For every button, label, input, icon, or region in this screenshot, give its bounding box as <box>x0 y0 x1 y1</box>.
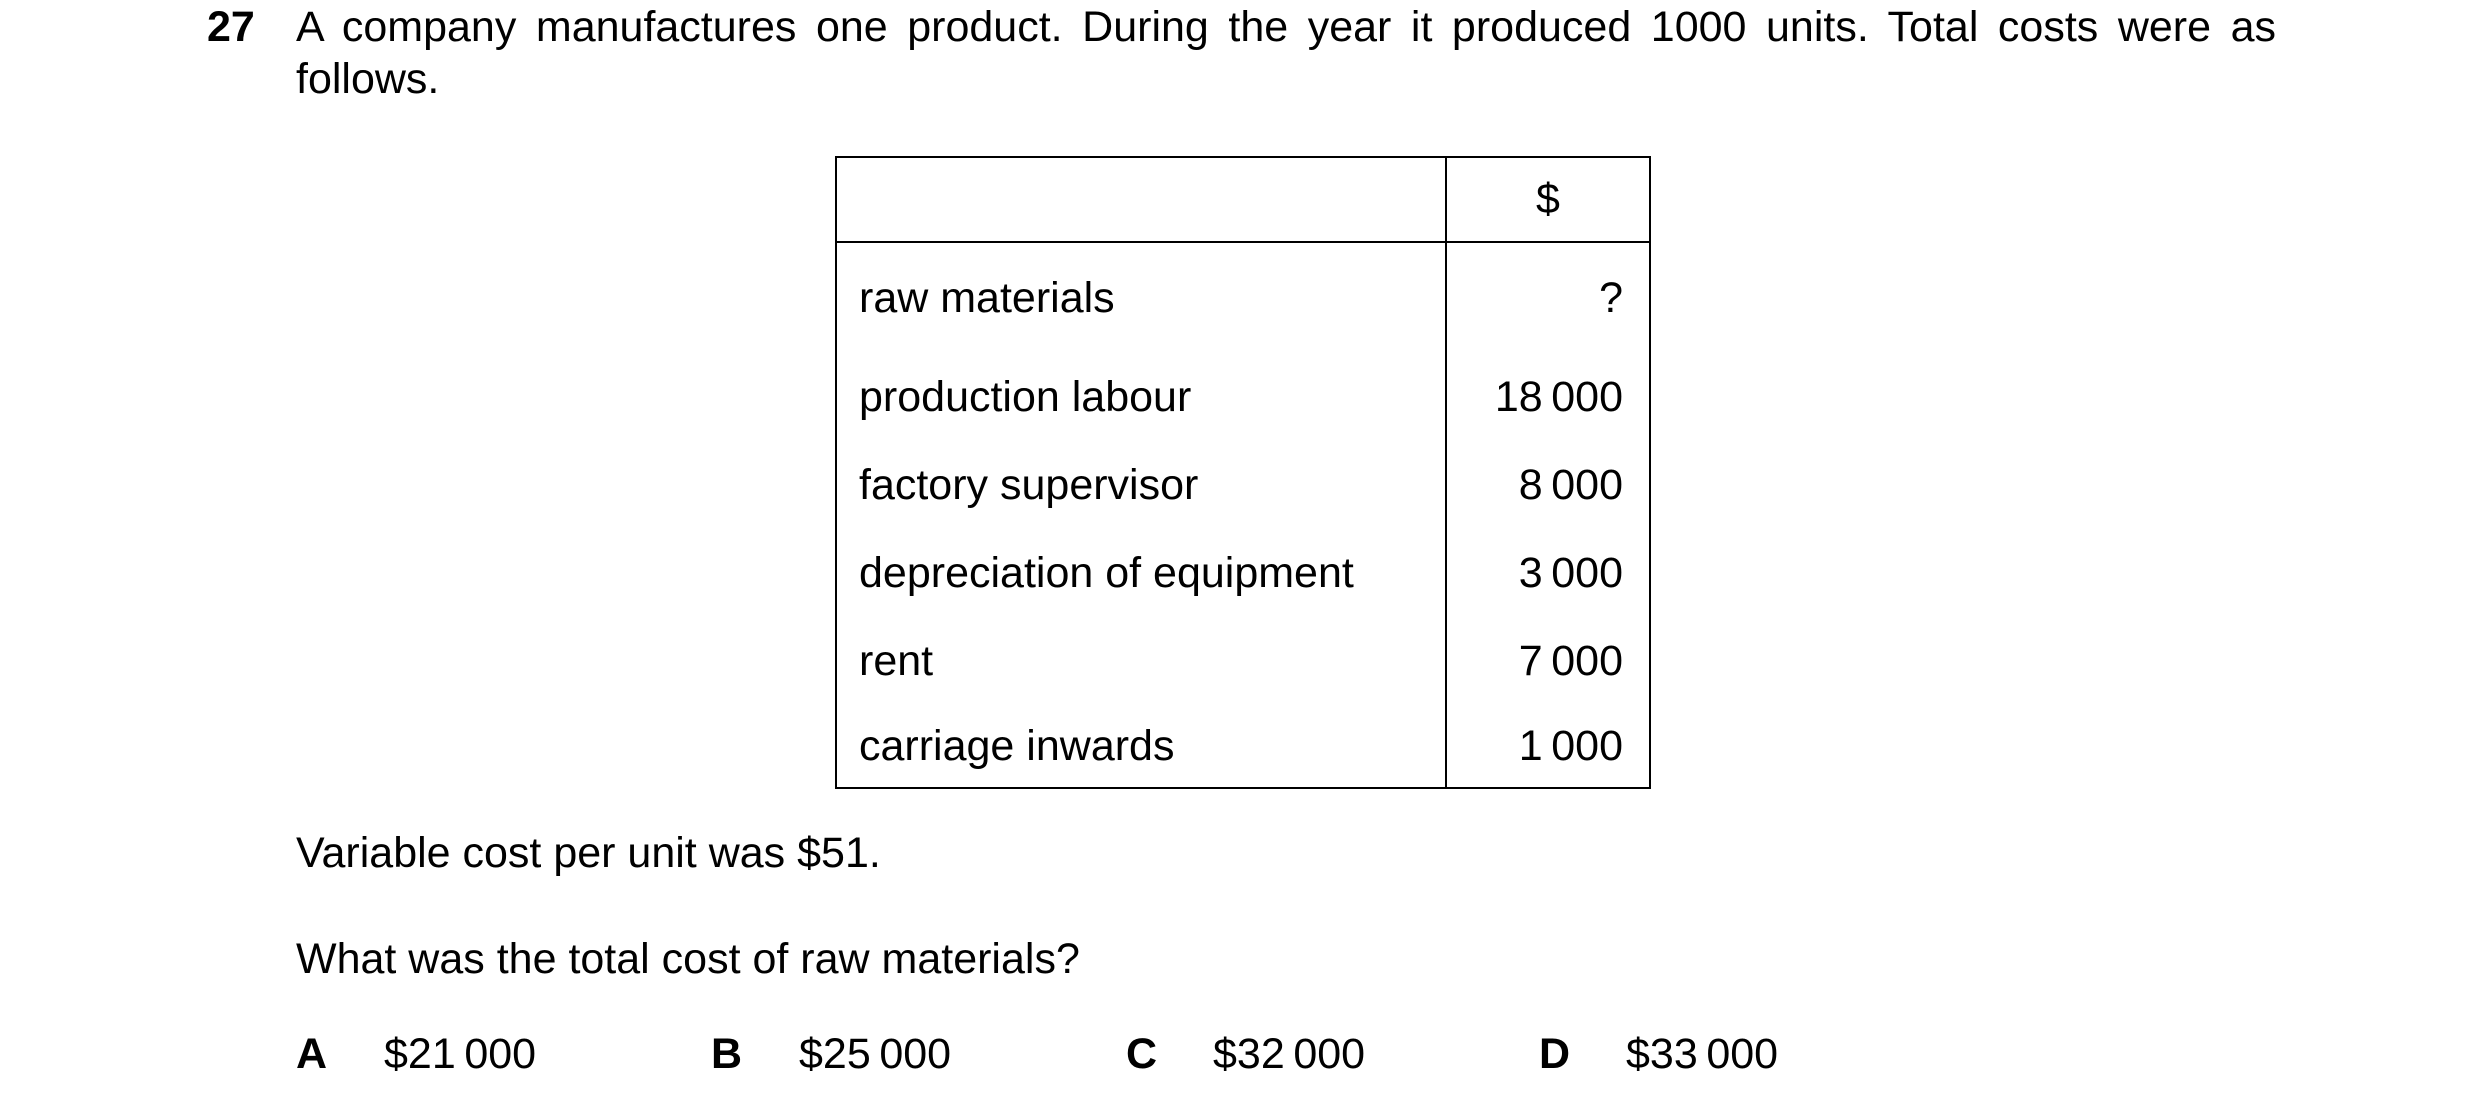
table-row <box>836 705 1650 788</box>
cost-amount: 7 000 <box>1518 636 1623 685</box>
option-d-letter[interactable]: D <box>1539 1030 1571 1078</box>
cost-item: depreciation of equipment <box>836 529 1446 617</box>
cost-item: raw materials <box>836 242 1446 353</box>
table-row <box>836 242 1650 353</box>
option-a-value[interactable]: $21 000 <box>384 1030 537 1078</box>
option-c-value[interactable]: $32 000 <box>1213 1030 1366 1078</box>
option-b-letter[interactable]: B <box>711 1030 743 1078</box>
option-b-value[interactable]: $25 000 <box>799 1030 952 1078</box>
cost-amount: 18 000 <box>1494 372 1623 421</box>
variable-cost-statement: Variable cost per unit was $51. <box>296 829 881 877</box>
cost-amount: ? <box>1599 273 1623 322</box>
cost-amount: 8 000 <box>1518 460 1623 509</box>
header-item-cell <box>836 157 1446 242</box>
table-row <box>836 529 1650 617</box>
table-row <box>836 441 1650 529</box>
option-d-value[interactable]: $33 000 <box>1626 1030 1779 1078</box>
option-c-letter[interactable]: C <box>1126 1030 1158 1078</box>
question-stem: A company manufactures one product. During the year it produced 1000 units. Total costs were as follows. <box>296 3 2276 103</box>
cost-item: carriage inwards <box>836 705 1446 788</box>
question-prompt: What was the total cost of raw materials? <box>296 935 1080 983</box>
cost-amount: 3 000 <box>1518 548 1623 597</box>
table-row <box>836 617 1650 705</box>
header-currency: $ <box>1446 157 1650 242</box>
cost-item: production labour <box>836 353 1446 441</box>
cost-amount: 1 000 <box>1518 721 1623 770</box>
cost-item: rent <box>836 617 1446 705</box>
cost-item: factory supervisor <box>836 441 1446 529</box>
table-row <box>836 353 1650 441</box>
table-header-row <box>836 157 1650 242</box>
option-a-letter[interactable]: A <box>296 1030 328 1078</box>
question-number: 27 <box>207 3 255 51</box>
cost-table <box>835 156 1651 789</box>
